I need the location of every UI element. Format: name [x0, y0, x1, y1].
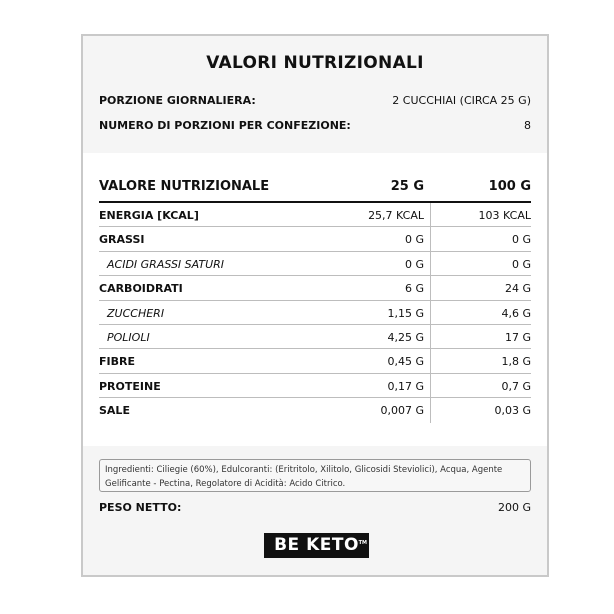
header-col-100g: 100 G [488, 179, 531, 194]
net-weight-value: 200 G [497, 501, 531, 514]
nutrient-name: POLIOLI [107, 330, 150, 344]
nutrient-name: ACIDI GRASSI SATURI [107, 257, 225, 271]
value-per-100g: 0,03 G [494, 404, 531, 418]
nutrient-name: SALE [99, 404, 130, 418]
table-row [99, 374, 531, 398]
servings-value: 8 [524, 119, 531, 132]
value-per-25g: 25,7 KCAL [368, 209, 424, 222]
nutrient-name: ENERGIA [KCAL] [99, 209, 199, 222]
column-divider [430, 203, 431, 226]
table-row [99, 203, 531, 227]
column-divider [430, 349, 431, 372]
brand-logo [264, 533, 369, 558]
trademark-mark: TM [358, 540, 367, 546]
value-per-25g: 1,15 G [387, 306, 424, 320]
table-row [99, 349, 531, 373]
portion-label: PORZIONE GIORNALIERA: [99, 94, 256, 107]
nutrient-rows [99, 203, 531, 423]
brand-logo-text: BE KETO [274, 535, 359, 555]
table-row [99, 325, 531, 349]
servings-label: NUMERO DI PORZIONI PER CONFEZIONE: [99, 119, 351, 132]
portion-value: 2 CUCCHIAI (CIRCA 25 G) [392, 94, 531, 107]
column-divider [430, 374, 431, 397]
value-per-25g: 0,007 G [380, 404, 424, 418]
nutrient-name: PROTEINE [99, 379, 161, 393]
label-title: VALORI NUTRIZIONALI [206, 53, 424, 73]
ingredients-box [99, 459, 531, 492]
value-per-25g: 6 G [404, 282, 424, 296]
nutrition-label [81, 34, 549, 577]
nutrient-name: ZUCCHERI [107, 306, 165, 320]
column-divider [430, 398, 431, 422]
value-per-100g: 0,7 G [501, 379, 531, 393]
table-row [99, 398, 531, 422]
nutrient-name: FIBRE [99, 355, 135, 369]
net-weight-label: PESO NETTO: [99, 501, 182, 514]
table-row [99, 301, 531, 325]
table-row [99, 276, 531, 300]
column-divider [430, 325, 431, 348]
column-divider [430, 276, 431, 299]
table-row [99, 252, 531, 276]
nutrient-name: CARBOIDRATI [99, 282, 183, 296]
value-per-100g: 1,8 G [501, 355, 531, 369]
value-per-100g: 24 G [504, 282, 531, 296]
value-per-25g: 0 G [404, 257, 424, 271]
column-divider [430, 252, 431, 275]
value-per-25g: 0,45 G [387, 355, 424, 369]
value-per-100g: 17 G [504, 330, 531, 344]
value-per-25g: 4,25 G [387, 330, 424, 344]
column-divider [430, 227, 431, 250]
table-row [99, 227, 531, 251]
header-col-25g: 25 G [390, 179, 424, 194]
ingredients-text: Ingredienti: Ciliegie (60%), Edulcoranti: (Eritritolo, Xilitolo, Glicosidi Steviolici), Acqua, Agente Gelificante - Pectina, Regolatore di Acidità: Acido Citrico. [105, 465, 503, 489]
value-per-100g: 103 KCAL [478, 209, 531, 222]
table-header [99, 179, 531, 197]
value-per-100g: 0 G [511, 233, 531, 247]
nutrient-name: GRASSI [99, 233, 145, 247]
value-per-25g: 0,17 G [387, 379, 424, 393]
header-name: VALORE NUTRIZIONALE [99, 179, 270, 194]
value-per-100g: 4,6 G [501, 306, 531, 320]
value-per-25g: 0 G [404, 233, 424, 247]
value-per-100g: 0 G [511, 257, 531, 271]
column-divider [430, 301, 431, 324]
